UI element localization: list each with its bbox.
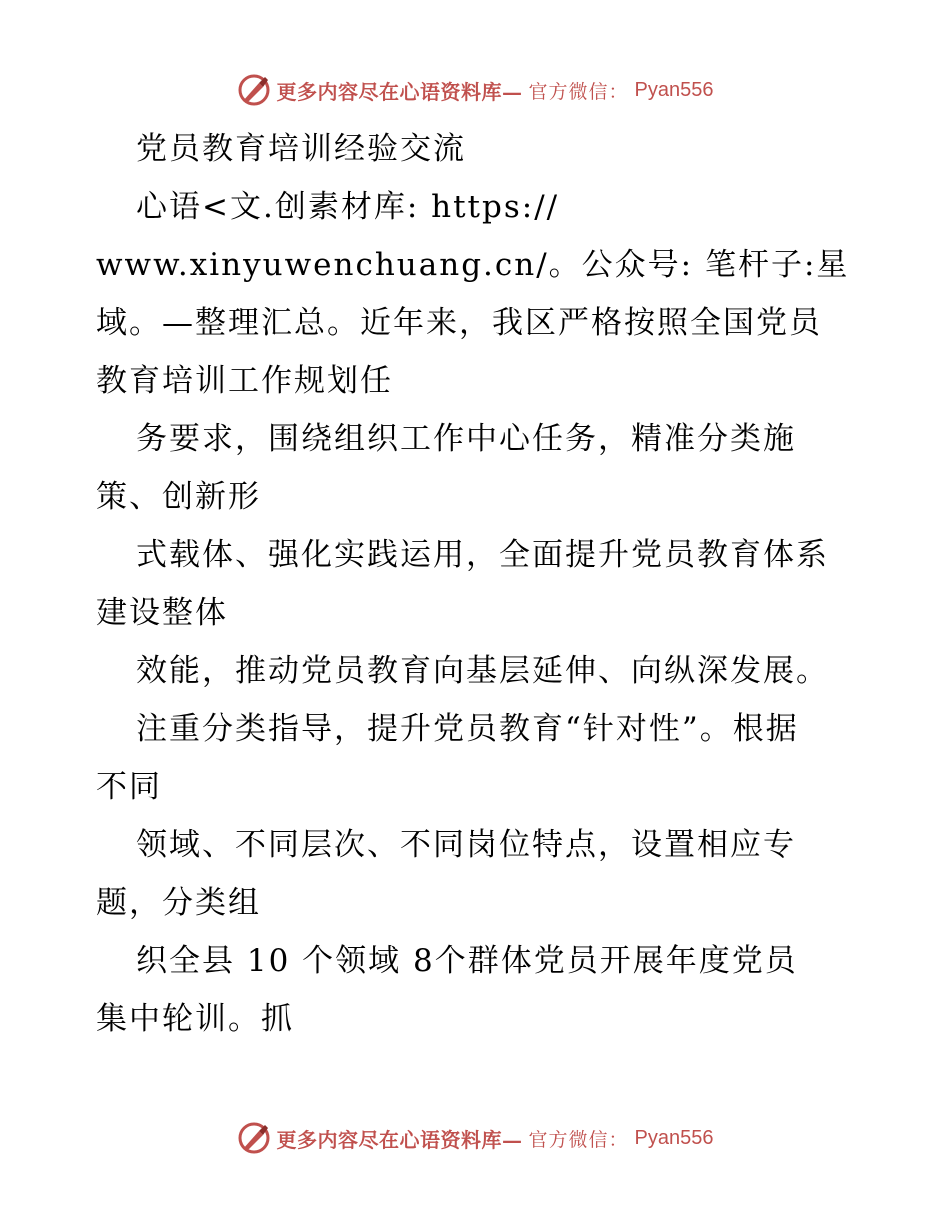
text-line: 效能，推动党员教育向基层延伸、向纵深发展。 [136, 653, 829, 689]
text-line: 教育培训工作规划任 [96, 363, 393, 399]
text-line: 策、创新形 [96, 479, 261, 515]
banner-wechat-label: 官方微信： [528, 80, 629, 103]
banner-wechat-id: Pyan556 [634, 1126, 714, 1149]
text-line: www.xinyuwenchuang.cn/。公众号: 笔杆子:星 [96, 247, 850, 283]
banner-brand-text: 更多内容尽在心语资料库— [276, 1127, 523, 1152]
pen-logo-icon [237, 1121, 271, 1155]
banner-brand-text: 更多内容尽在心语资料库— [276, 79, 523, 104]
text-line: 域。—整理汇总。近年来，我区严格按照全国党员 [96, 305, 822, 341]
text-line: 建设整体 [96, 595, 228, 631]
document-body [96, 120, 856, 1048]
banner-wechat-label: 官方微信： [528, 1128, 629, 1151]
banner-wechat-id: Pyan556 [634, 78, 714, 101]
text-line: 务要求，围绕组织工作中心任务，精准分类施 [136, 421, 796, 457]
text-line: 式载体、强化实践运用，全面提升党员教育体系 [136, 537, 829, 573]
text-line: 党员教育培训经验交流 [136, 131, 466, 167]
text-line: 注重分类指导，提升党员教育“针对性”。根据 [136, 711, 799, 747]
text-line: 织全县 10 个领域 8个群体党员开展年度党员 [136, 943, 798, 979]
text-line: 心语<文.创素材库: https:// [136, 189, 560, 225]
text-line: 题，分类组 [96, 885, 261, 921]
text-line: 集中轮训。抓 [96, 1001, 294, 1037]
footer-banner [0, 1118, 950, 1158]
text-line: 不同 [96, 769, 162, 805]
header-banner [0, 70, 950, 110]
pen-logo-icon [237, 73, 271, 107]
text-line: 领域、不同层次、不同岗位特点，设置相应专 [136, 827, 796, 863]
